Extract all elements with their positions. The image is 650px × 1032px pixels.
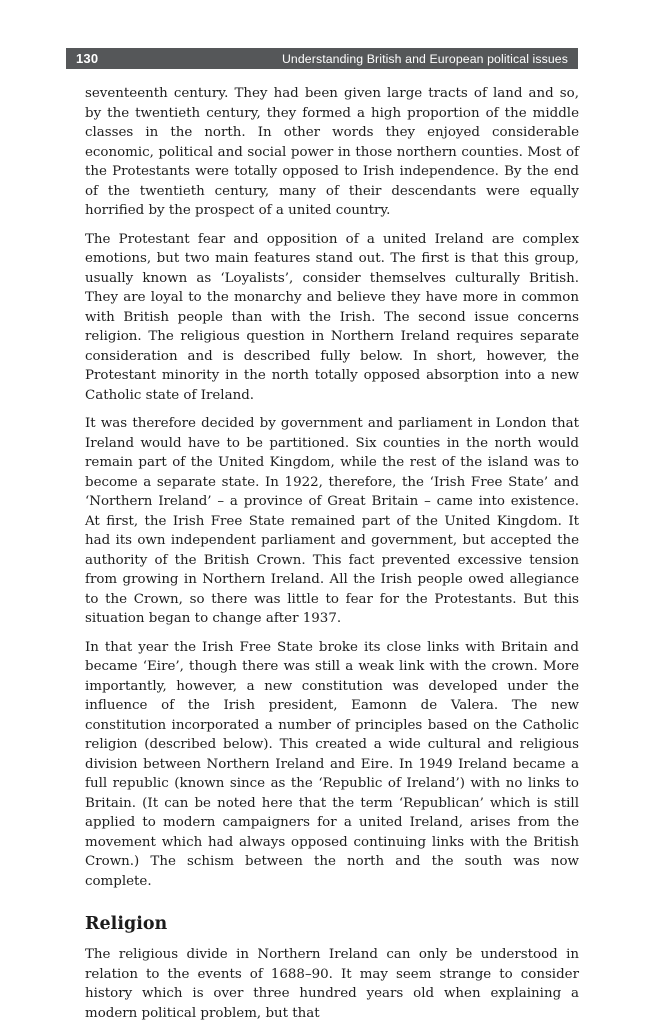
body-text bbox=[85, 84, 579, 1032]
paragraph-religion: The religious divide in Northern Ireland can only be understood in relation to the events of 1688–90. It may seem strange to consider history which is over three hundred years old when explaining a modern political problem, but that bbox=[85, 947, 579, 1021]
paragraph-3: It was therefore decided by government and parliament in London that Ireland would have to be partitioned. Six counties in the north would remain part of the United Kingdom, while the rest of the island was to become a separate state. In 1922, therefore, the ‘Irish Free State’ and ‘Northern Ireland’ – a province of Great Britain – came into existence. At first, the Irish Free State remained part of the United Kingdom. It had its own independent parliament and government, but accepted the authority of the British Crown. This fact prevented excessive tension from growing in Northern Ireland. All the Irish people owed allegiance to the Crown, so there was little to fear for the Protestants. But this situation began to change after 1937. bbox=[85, 416, 579, 626]
running-header bbox=[66, 48, 578, 69]
paragraph-1: seventeenth century. They had been given large tracts of land and so, by the twentieth century, they formed a high proportion of the middle classes in the north. In other words they enjoyed considerable economic, political and social power in those northern counties. Most of the Protestants were totally opposed to Irish independence. By the end of the twentieth century, many of their descendants were equally horrified by the prospect of a united country. bbox=[85, 86, 579, 218]
section-heading-religion: Religion bbox=[85, 914, 168, 934]
paragraph-2: The Protestant fear and opposition of a united Ireland are complex emotions, but two main features stand out. The first is that this group, usually known as ‘Loyalists’, consider themselves culturally British. They are loyal to the monarchy and believe they have more in common with British people than with the Irish. The second issue concerns religion. The religious question in Northern Ireland requires separate consideration and is described fully below. In short, however, the Protestant minority in the north totally opposed absorption into a new Catholic state of Ireland. bbox=[85, 231, 579, 403]
paragraph-4: In that year the Irish Free State broke its close links with Britain and became ‘Eire’, though there was still a weak link with the crown. More importantly, however, a new constitution was developed under the influence of the Irish president, Eamonn de Valera. The new constitution incorporated a number of principles based on the Catholic religion (described below). This created a wide cultural and religious division between Northern Ireland and Eire. In 1949 Ireland became a full republic (known since as the ‘Republic of Ireland’) with no links to Britain. (It can be noted here that the term ‘Republican’ which is still applied to modern campaigners for a united Ireland, arises from the movement which had always opposed continuing links with the British Crown.) The schism between the north and the south was now complete. bbox=[85, 639, 579, 889]
page-number: 130 bbox=[76, 51, 99, 66]
running-title: Understanding British and European political issues bbox=[281, 51, 568, 66]
